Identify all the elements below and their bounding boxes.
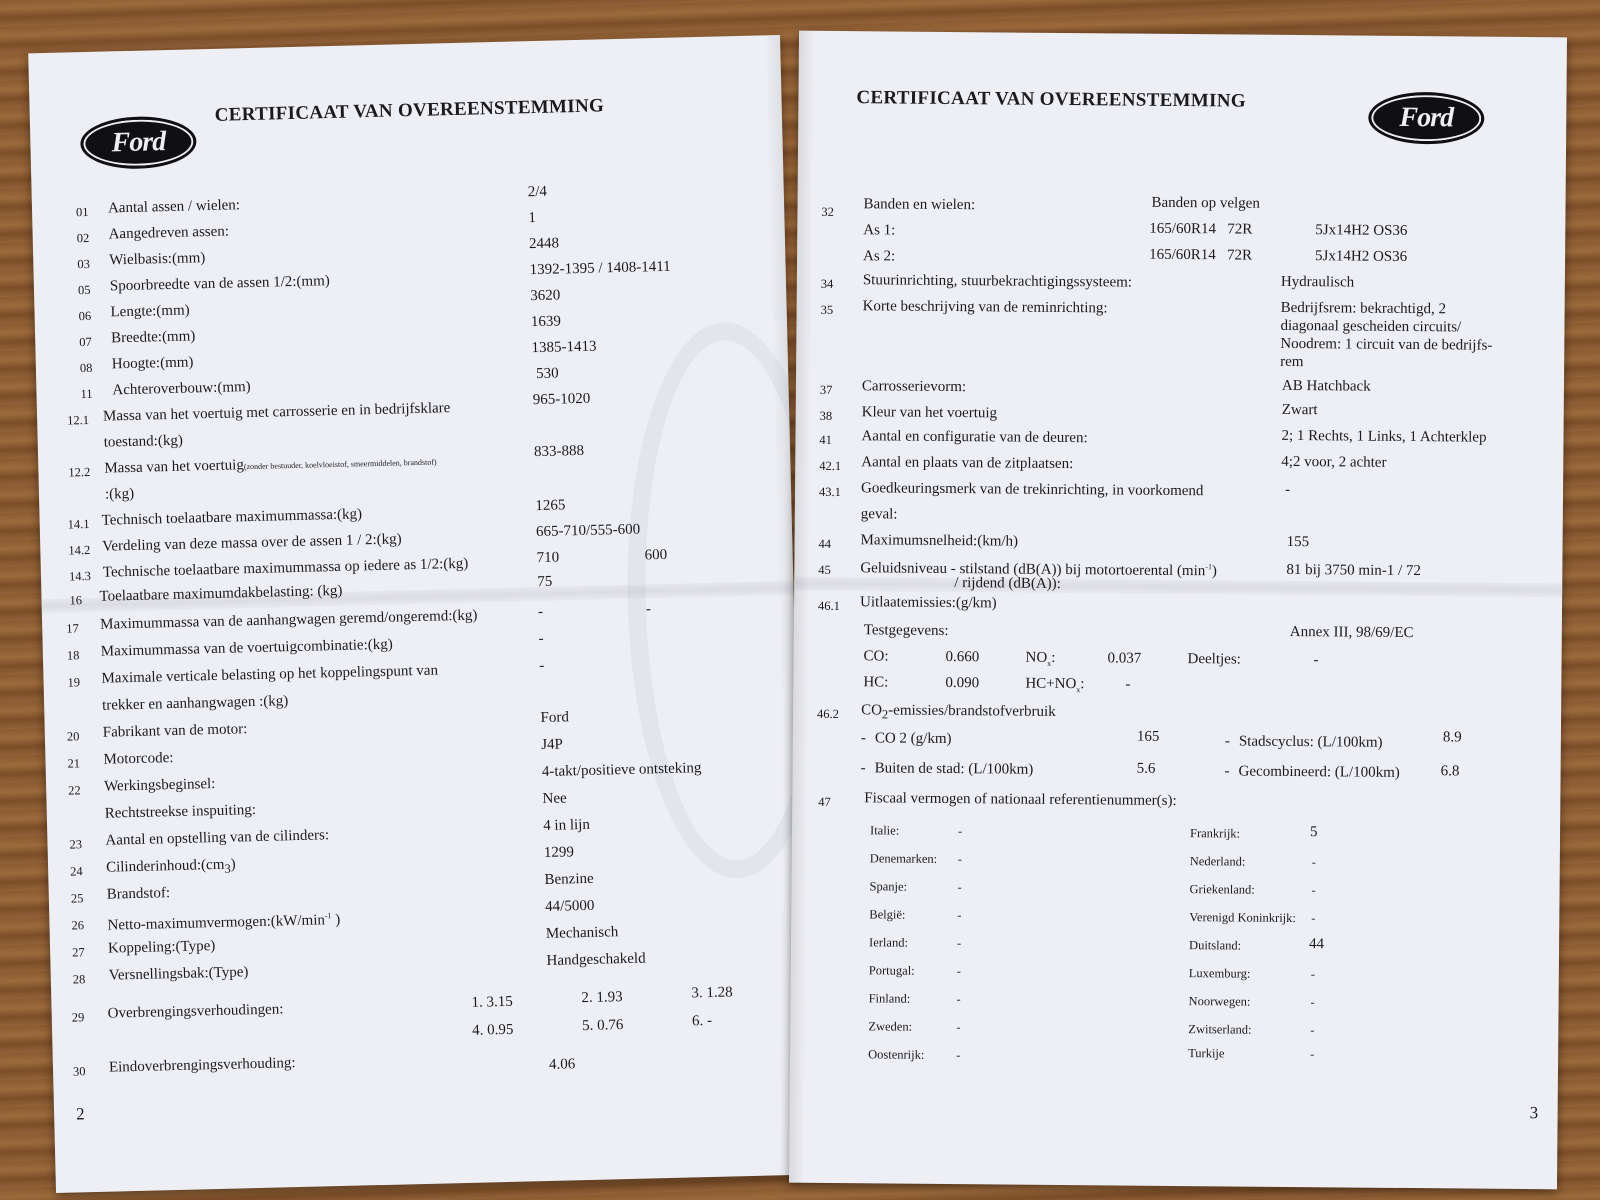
row-label: Stuurinrichting, stuurbekrachtigingssysteem: [862,272,1133,291]
axle-1-tyre: 165/60R14 [1149,220,1217,238]
country-value: - [1310,995,1315,1010]
row-label-continued: toestand:(kg) [103,432,184,451]
row-value: 530 [535,365,559,383]
particles-label: Deeltjes: [1187,651,1241,668]
row-number: 46.2 [817,706,840,722]
row-label: Goedkeuringsmerk van de trekinrichting, in voorkomend [860,480,1204,500]
row-label-note: (zonder bestuuder, koelvloeistof, smeermiddelen, brandstof) [243,457,437,472]
row-value: 2; 1 Rechts, 1 Links, 1 Achterklep [1281,427,1487,446]
row-value: AB Hatchback [1281,377,1371,395]
row-label-end: ) [230,856,236,873]
row-number: 34 [820,276,834,291]
list-dash: - [1224,763,1230,780]
row-value: 155 [1286,533,1310,551]
row-label: Breedte:(mm) [110,328,196,347]
row-number: 45 [818,562,831,577]
country-value: - [1310,1047,1315,1062]
country-name: Nederland: [1189,854,1246,869]
row-label: Uitlaatemissies:(g/km) [859,594,997,612]
hc-value: 0.090 [945,674,980,692]
row-label: Achteroverbouw:(mm) [112,379,251,399]
country-name: Luxemburg: [1188,966,1251,981]
row-label: Werkingsbeginsel: [103,776,216,795]
row-number: 43.1 [818,484,841,500]
row-label-main: Cilinderinhoud:(cm [105,856,225,876]
row-value: 1265 [535,497,566,515]
gear-ratio-1: 1. 3.15 [471,993,513,1011]
co2-value: 165 [1136,728,1160,745]
row-label: Overbrengingsverhoudingen: [107,1001,284,1022]
row-label: Hoogte:(mm) [111,354,194,373]
row-value: 4;2 voor, 2 achter [1281,453,1387,471]
row-number: 21 [67,756,81,771]
row-value: 1299 [543,844,575,861]
row-label [107,907,340,935]
row-value: 81 bij 3750 min-1 / 72 [1286,561,1422,580]
country-name: Noorwegen: [1188,994,1251,1009]
hc-nox-label-main: HC+NO [1025,675,1077,693]
row-label: Toelaatbare maximumdakbelasting: (kg) [99,582,343,605]
row-value-2: - [645,601,652,618]
row-value: Nee [542,790,567,808]
row-value: - [539,657,545,675]
country-name: Turkije [1188,1046,1225,1061]
urban-cycle-label: Stadscyclus: (L/100km) [1238,733,1383,751]
country-value: - [958,824,963,839]
axle-2-tyre: 165/60R14 [1149,246,1216,264]
country-value: - [1311,855,1317,870]
row-number: 12.1 [66,412,90,428]
row-value: 1385-1413 [531,338,597,357]
ford-logo-text: Ford [1399,101,1454,134]
row-label: Carrosserievorm: [861,378,967,396]
country-name: Spanje: [869,879,908,894]
ford-logo [80,115,197,170]
co-value: 0.660 [945,648,980,666]
row-value: Ford [540,709,570,727]
country-name: Zwitserland: [1188,1022,1252,1037]
row-number: 47 [818,794,831,809]
hc-nox-label-end: : [1080,676,1085,693]
row-number: 24 [70,864,83,879]
row-value: Banden op velgen [1151,194,1260,212]
row-number: 32 [821,204,835,219]
row-label-subscript: 2 [881,707,889,722]
row-value: 4.06 [548,1056,576,1073]
row-value: 710 [536,549,560,567]
gear-ratio-4: 4. 0.95 [472,1021,514,1039]
row-number: 20 [66,729,80,744]
row-value: Hydraulisch [1280,273,1355,291]
row-label-continued: trekker en aanhangwagen :(kg) [101,693,289,714]
row-number: 28 [72,972,86,987]
row-number: 41 [819,432,833,447]
nox-label-subscript: x [1047,658,1052,668]
row-label: Aantal en opstelling van de cilinders: [105,827,330,849]
test-data-value: Annex III, 98/69/EC [1289,623,1414,642]
page-number: 3 [1529,1103,1539,1123]
country-value: 5 [1309,824,1318,841]
row-value: 1639 [530,313,562,331]
row-label-main: Netto-maximumvermogen:(kW/min [107,912,326,934]
row-label-continued: geval: [860,506,898,523]
row-value: Zwart [1281,401,1318,419]
row-label-continued: / rijdend (dB(A)): [954,575,1061,592]
row-label: Eindoverbrengingsverhouding: [108,1055,296,1076]
row-number: 02 [76,230,90,246]
axle-2-load-index: 72R [1227,247,1253,264]
row-label: Verdeling van deze massa over de assen 1 / 2:(kg) [102,531,402,555]
row-number: 14.1 [67,516,90,532]
row-label: Versnellingsbak:(Type) [108,964,249,984]
country-name: Italie: [870,823,900,838]
row-number: 42.1 [819,458,842,474]
country-name: Denemarken: [869,851,938,866]
nox-label [1025,649,1055,673]
row-number: 18 [66,648,80,663]
row-label: Brandstof: [106,885,171,903]
row-label-end: ) [1211,563,1218,580]
row-label: Aantal en plaats van de zitplaatsen: [861,454,1074,473]
axle-1-load-index: 72R [1227,221,1253,238]
country-value: - [957,852,963,867]
row-number: 37 [819,382,833,397]
row-label-continued: :(kg) [104,485,135,503]
row-number: 17 [66,621,79,636]
row-label: Technisch toelaatbare maximummassa:(kg) [101,506,363,529]
country-name: Griekenland: [1189,882,1255,897]
row-value: 44/5000 [545,897,595,915]
row-number: 29 [71,1010,85,1025]
row-value: J4P [541,736,564,754]
brake-description-line: diagonaal gescheiden circuits/ [1280,317,1462,336]
country-name: Zweden: [868,1019,913,1034]
row-label: Maximummassa van de voertuigcombinatie:(kg) [100,636,393,660]
row-value: Benzine [544,870,594,888]
row-label: Lengte:(mm) [110,302,190,321]
country-name: Frankrijk: [1189,826,1241,841]
left-page [28,35,808,1193]
row-label-superscript: -1 [1205,562,1213,572]
row-value: - [538,630,544,648]
row-label [106,856,236,881]
country-value: - [956,964,962,979]
row-label: Kleur van het voertuig [861,404,998,422]
brake-description-line: Bedrijfsrem: bekrachtigd, 2 [1280,299,1447,318]
row-number: 08 [79,360,93,376]
row-number: 05 [77,282,91,298]
country-value: 44 [1309,936,1325,953]
row-number: 35 [820,302,834,317]
row-label-main: CO [861,702,883,719]
row-value: 75 [537,573,553,591]
row-number: 14.2 [68,542,91,558]
row-value: Handgeschakeld [546,950,646,969]
row-label: Koppeling:(Type) [107,938,216,957]
list-dash: - [860,760,866,777]
nox-label-end: : [1051,649,1056,666]
page-title: CERTIFICAAT VAN OVEREENSTEMMING [214,95,605,126]
hc-nox-label-subscript: x [1076,685,1081,695]
row-label: Spoorbreedte van de assen 1/2:(mm) [109,273,330,295]
row-number: 30 [72,1064,86,1079]
country-value: - [956,1020,961,1035]
row-value: 665-710/555-600 [535,521,641,541]
axle-2-rim: 5Jx14H2 OS36 [1315,248,1408,265]
row-number: 46.1 [817,598,840,614]
row-value-2: 600 [644,546,668,564]
co-label: CO: [863,648,889,665]
row-number: 14.3 [68,568,92,584]
row-label: Banden en wielen: [863,196,976,214]
hc-nox-label [1025,675,1084,700]
country-value: - [1311,883,1316,898]
row-number: 16 [69,593,83,608]
row-number: 27 [71,945,85,960]
row-number: 11 [80,386,93,402]
row-label [861,701,1056,725]
row-value: 2/4 [527,183,548,201]
country-value: - [957,880,962,895]
row-label: Maximumsnelheid:(km/h) [860,532,1019,550]
country-value: - [1310,967,1316,982]
row-label-end: -emissies/brandstofverbruik [888,702,1056,720]
list-dash: - [1224,733,1230,750]
axle-1-label: As 1: [863,222,896,239]
ford-logo-text: Ford [111,126,166,159]
country-name: Ierland: [869,935,909,950]
country-value: - [1311,911,1316,926]
axle-1-rim: 5Jx14H2 OS36 [1315,222,1408,239]
country-name: Verenigd Koninkrijk: [1189,910,1296,926]
row-number: 44 [818,536,832,551]
page-title: CERTIFICAAT VAN OVEREENSTEMMING [856,87,1246,112]
row-value: 4-takt/positieve ontsteking [541,760,702,781]
list-dash: - [860,730,866,747]
test-data-label: Testgegevens: [863,622,949,639]
row-label-main: Geluidsniveau - stilstand (dB(A)) bij motortoerental (min [860,560,1206,580]
country-value: - [956,1048,961,1063]
hc-label: HC: [863,674,889,691]
brake-description-line: Noodrem: 1 circuit van de bedrijfs- [1280,335,1493,354]
row-value: 1392-1395 / 1408-1411 [529,258,671,279]
gear-ratio-5: 5. 0.76 [581,1017,624,1035]
particles-value: - [1313,652,1319,669]
brake-description-line: rem [1280,353,1304,371]
country-value: - [957,908,962,923]
nox-value: 0.037 [1107,650,1142,667]
hc-nox-value: - [1125,676,1131,693]
row-label: Fabrikant van de motor: [102,721,248,741]
row-label-subscript: 3 [224,861,231,876]
ford-logo [1368,92,1484,145]
right-page [789,31,1567,1190]
row-value: - [537,603,544,621]
row-label: Motorcode: [103,750,174,768]
row-label: Aantal en configuratie van de deuren: [861,428,1088,447]
row-label: Maximummassa van de aanhangwagen geremd/ongeremd:(kg) [99,607,478,633]
row-label: Aangedreven assen: [108,223,230,243]
row-label: Aantal assen / wielen: [107,197,241,217]
row-number: 22 [68,783,81,798]
gear-ratio-3: 3. 1.28 [691,984,733,1002]
country-name: Oostenrijk: [868,1047,925,1062]
country-name: België: [869,907,906,922]
row-label: Technische toelaatbare maximummassa op iedere as 1/2:(kg) [102,555,469,581]
row-label: Maximale verticale belasting op het koppelingspunt van [101,662,439,687]
row-number: 23 [69,837,83,852]
country-name: Finland: [868,991,911,1006]
row-number: 25 [70,891,84,906]
row-label-superscript: -1 [324,911,332,921]
nox-label-main: NO [1025,649,1048,666]
country-value: - [957,936,962,951]
page-number: 2 [75,1104,85,1124]
row-value: 4 in lijn [543,816,591,835]
country-name: Duitsland: [1189,938,1242,953]
row-label [104,452,437,480]
urban-cycle-value: 8.9 [1442,729,1462,746]
row-label-end: ) [335,911,341,929]
row-label: Rechtstreekse inspuiting: [104,802,257,822]
combined-label: Gecombineerd: (L/100km) [1238,763,1400,781]
row-number: 01 [75,204,89,220]
row-number: 38 [819,408,833,423]
row-value: - [1284,481,1291,498]
row-number: 26 [71,918,85,933]
gear-ratio-6: 6. - [691,1012,713,1030]
co2-label: CO 2 (g/km) [874,730,952,748]
row-label-main: Massa van het voertuig [104,457,245,477]
gear-ratio-2: 2. 1.93 [581,989,623,1007]
row-number: 19 [67,675,81,690]
row-value: Mechanisch [545,924,619,942]
country-value: - [956,992,961,1007]
axle-2-label: As 2: [863,248,896,265]
row-number: 06 [78,308,92,324]
row-number: 03 [77,256,91,272]
country-name: Portugal: [868,963,915,978]
row-label: Wielbasis:(mm) [109,250,206,269]
combined-value: 6.8 [1440,763,1460,780]
row-label: Massa van het voertuig met carrosserie en in bedrijfsklare [102,400,451,425]
row-value: 3620 [530,287,561,305]
row-value: 965-1020 [532,390,591,409]
row-number: 07 [79,334,92,350]
row-value: 1 [528,210,537,227]
extra-urban-value: 5.6 [1136,760,1156,777]
row-value: 2448 [528,235,560,253]
row-number: 12.2 [68,464,91,480]
row-value: 833-888 [533,442,585,461]
row-label: Korte beschrijving van de reminrichting: [862,298,1108,317]
country-value: - [1310,1023,1315,1038]
extra-urban-label: Buiten de stad: (L/100km) [874,760,1034,778]
row-label: Fiscaal vermogen of nationaal referentienummer(s): [864,790,1177,809]
